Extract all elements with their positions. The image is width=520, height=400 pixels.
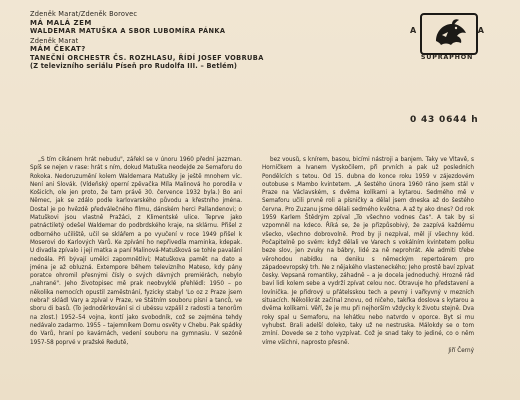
- bird-emblem-icon: [422, 15, 476, 53]
- track2-performers: TANEČNÍ ORCHESTR ČS. ROZHLASU, ŘÍDÍ JOSEF VOBRUBA: [30, 53, 264, 62]
- catalog-number: 0 43 0644 h: [410, 115, 479, 125]
- side-label-right: A: [477, 26, 484, 35]
- track2-title: MÁM ČEKAT?: [30, 45, 86, 53]
- liner-column-left: [30, 156, 242, 392]
- liner-column-right: [262, 156, 474, 392]
- track1-performers: WALDEMAR MATUŠKA A SBOR LUBOMÍRA PÁNKA: [30, 27, 226, 35]
- track2-authors: Zdeněk Marat: [30, 36, 79, 45]
- brand-name: SUPRAPHON: [420, 53, 474, 61]
- author-signature: Jiří Černý: [448, 347, 474, 354]
- supraphon-logo: [410, 13, 484, 63]
- liner-notes: [30, 156, 480, 392]
- logo-frame: [420, 13, 478, 55]
- track1-authors: Zdeněk Marat/Zdeněk Borovec: [30, 10, 138, 18]
- track1-title: MÁ MALÁ ZEM: [30, 18, 92, 27]
- track2-source-note: (Z televizního seriálu Píseň pro Rudolfa III. – Betlém): [30, 62, 238, 70]
- liner-text-right: bez vousů, s knírem, basou, bicími nástroji a banjem. Taky ve Vltavě, s Horníčkem a Ivanem Vyskočilem, při prvních a pak už posledních Pondělcích s tetou. Od 15. dubna do konce roku 1959 v zájezdovém outobuse s Mambo kvintetem. „A šestého února 1960 ráno jsem stál v Praze na Václavském, s dvěma kolíkami a kytarou. Sedmého mě v Semaforu učili prvně roli a písničky a dělal jsem dneska až do šestého června. Pro Zuzanu jsme dělali sedmého května. A až ty ako dnes? Od rok 1959 Karlem Štědrým zpíval „To všechno vodnes čas". A tak by si vzpomněl na kdeco. Říká se, že je přizpůsobivý, že zazpívá každému všecko, všechno dobrovolně. Prod by ji nezpíval, měl jí všechny kód. Počapitelně po svém: když dělali ve Varech s vokálním kvintetem polku beze slov, jen zvuky na bábry, lidé za ně neprohrát. Ale admiti třebe věrohodou nabídku na deniku s německým repertoárem pro západoevropský trh. Ne z nějakého vlasteneckého; Jeho prostě baví zpívat česky. Vepsaná romantiky, záhadně – a je docela jednoduchý. Hrozně rád baví lidi kolem sebe a vydrží zpívat celou noc. Otravuje ho představení a lovínička. Je přidrový u přátelsskou tech a pevný i vařkyvný v mezních situacích. Několikrát začínal znovu, od ničeho, takřka doslova s kytarou a dvěma kolíkami. Věří, že je mu při nejhorším vždycky k životu stejně. Dva roky spal u Semaforu, na lehátku nebo natvrdo v oporce. Byt si mu vyhubst. Brali adelší doleko, taky už ne nestruska. Málokdy se o tom zmíní. Dovede se z toho vyzpívat. Což je snad taky to jediné, co o něm víme všichni, naprosto přesně.: [262, 157, 474, 346]
- side-label-left: A: [410, 26, 417, 35]
- liner-text-left: „S tím cikánem hrát nebudu", zářekl se v únoru 1960 přední jazzman. Spíš se nejen v rase: hrát s ním, dokud Matuška neodejde ze Semaforu do Rokoka. Nedoruzumění kolem Waldemara Matušky je ještě mnohem víc. Není ani Slovák. (Vídeňský operní zpěvačka Míla Malinová ho porodila v Košicích, ole jen proto, že tam právě 30. července 1932 byla.) Bo ani Němec, jak se zdálo podle karlovarského původu a křestního jména. Dostal je po hvězdě předválečného filmu, dánském herci Pallandenovi; o Matuškovi jsou vlastně Pražáci, z Klimentské ulice. Teprve jako patnáctiletý odešel Waldemar do podbrdského kraje, na sklárnu. Přišel z odborného učiliště, učil se sklářem a po vyučení v roce 1949 přišel k Moserovi do Karlových Varů. Ke zpívání ho nepřivedla maminka, kdepak. U divadla zpívalo i její matka a paní Malinová-Matušková se tohle pavalání nedoála. Při bývají umělci zapomnětliví; Matuškova pamět na dato a jména je až obluzná. Extempore během televizního Mateso, kdy pány poratce ohromil přesnými čísly o svých dávných premiérách, nebylo „nahrané". Jeho životopisec mě prak neobvyklé přehlédl: 1950 – po několika nemocích opustil zaměstnání, fyzicky stabyl 'Lo oz z Praze jsem nebral' skládl Vary a zpíval v Praze, ve Státním souboru písní a tanců, ve sboru di basů. (To jednoděrkování si ci ubéssu vzpálil z radosti a tenorům na zlost.) 1952–54 vojna, kontí jako svobodník, což se zejména tehdy nedávalo zadarmo. 1955 – tajemníkem Domu osvěty v Chebu. Pak spádky do Varů, hraní po kavárnách, vedení souboru na gymnasiu. V sezóně 1957-58 poprvé v pražské Redutě,: [30, 157, 242, 346]
